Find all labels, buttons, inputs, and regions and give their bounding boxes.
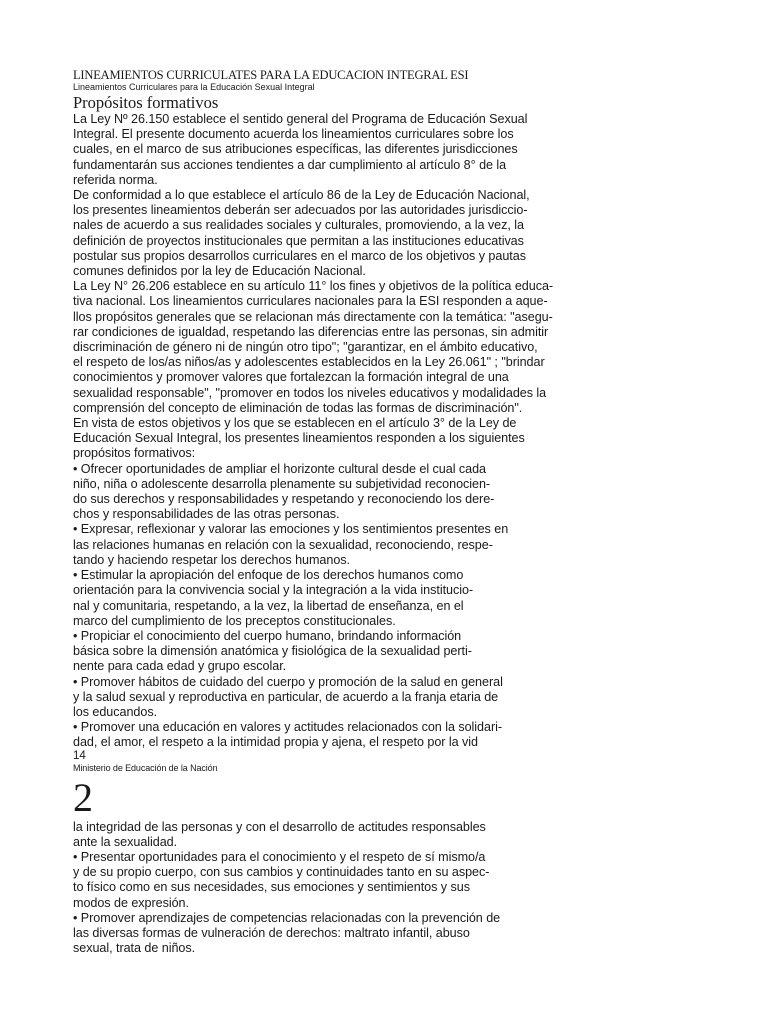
text-line: comunes definidos por la ley de Educación Nacional. bbox=[73, 264, 366, 279]
body-text-continued bbox=[73, 820, 673, 957]
text-line: sexualidad responsable", "promover en todos los niveles educativos y modalidades la bbox=[73, 385, 547, 400]
document-title: LINEAMIENTOS CURRICULATES PARA LA EDUCACION INTEGRAL ESI bbox=[73, 68, 469, 82]
text-line: los educandos. bbox=[73, 704, 158, 719]
section-heading: Propósitos formativos bbox=[73, 93, 219, 112]
text-line: • Expresar, reflexionar y valorar las emociones y los sentimientos presentes en bbox=[73, 522, 509, 537]
text-line: marco del cumplimiento de los preceptos constitucionales. bbox=[73, 613, 396, 628]
text-line: • Ofrecer oportunidades de ampliar el horizonte cultural desde el cual cada bbox=[73, 461, 486, 476]
text-line: fundamentarán sus acciones tendientes a dar cumplimiento al artículo 8° de la bbox=[73, 157, 507, 172]
text-line: la integridad de las personas y con el desarrollo de actitudes responsables bbox=[73, 819, 486, 834]
text-line: tando y haciendo respetar los derechos humanos. bbox=[73, 552, 350, 567]
page-number: 14 bbox=[73, 749, 86, 762]
text-line: rar condiciones de igualdad, respetando las diferencias entre las personas, sin admitir bbox=[73, 324, 549, 339]
text-line: orientación para la convivencia social y la integración a la vida institucio- bbox=[73, 583, 474, 598]
text-line: En vista de estos objetivos y los que se establecen en el artículo 3° de la Ley de bbox=[73, 416, 517, 431]
text-line: • Presentar oportunidades para el conocimiento y el respeto de sí mismo/a bbox=[73, 849, 486, 864]
text-line: nente para cada edad y grupo escolar. bbox=[73, 659, 287, 674]
text-line: • Propiciar el conocimiento del cuerpo humano, brindando información bbox=[73, 628, 462, 643]
text-line: dad, el amor, el respeto a la intimidad propia y ajena, el respeto por la vid bbox=[73, 735, 478, 750]
text-line: chos y responsabilidades de las otras personas. bbox=[73, 507, 340, 522]
text-line: definición de proyectos institucionales que permitan a las instituciones educativas bbox=[73, 233, 524, 248]
text-line: nal y comunitaria, respetando, a la vez, la libertad de enseñanza, en el bbox=[73, 598, 464, 613]
text-line: las relaciones humanas en relación con la sexualidad, reconociendo, respe- bbox=[73, 537, 493, 552]
text-line: nales de acuerdo a sus realidades sociales y culturales, promoviendo, a la vez, la bbox=[73, 218, 524, 233]
text-line: • Promover una educación en valores y actitudes relacionados con la solidari- bbox=[73, 720, 502, 735]
text-line: do sus derechos y responsabilidades y respetando y reconociendo los dere- bbox=[73, 492, 495, 507]
text-line: propósitos formativos: bbox=[73, 446, 196, 461]
text-line: niño, niña o adolescente desarrolla plenamente su subjetividad reconocien- bbox=[73, 476, 491, 491]
text-line: básica sobre la dimensión anatómica y fisiológica de la sexualidad perti- bbox=[73, 644, 472, 659]
text-line: Educación Sexual Integral, los presentes lineamientos responden a los siguientes bbox=[73, 431, 525, 446]
text-line: De conformidad a lo que establece el artículo 86 de la Ley de Educación Nacional, bbox=[73, 188, 530, 203]
text-line: comprensión del concepto de eliminación de todas las formas de discriminación". bbox=[73, 400, 523, 415]
body-text bbox=[73, 112, 673, 751]
text-line: • Promover hábitos de cuidado del cuerpo y promoción de la salud en general bbox=[73, 674, 503, 689]
text-line: conocimientos y promover valores que fortalezcan la formación integral de una bbox=[73, 370, 509, 385]
text-line: La Ley Nº 26.150 establece el sentido general del Programa de Educación Sexual bbox=[73, 112, 528, 126]
text-line: postular sus propios desarrollos curriculares en el marco de los objetivos y pautas bbox=[73, 248, 526, 263]
text-line: Integral. El presente documento acuerda los lineamientos curriculares sobre los bbox=[73, 127, 514, 142]
text-line: los presentes lineamientos deberán ser adecuados por las autoridades jurisdiccio- bbox=[73, 203, 528, 218]
text-line: el respeto de los/as niños/as y adolescentes establecidos en la Ley 26.061" ; "brindar bbox=[73, 355, 545, 370]
text-line: • Promover aprendizajes de competencias relacionadas con la prevención de bbox=[73, 910, 501, 925]
text-line: las diversas formas de vulneración de derechos: maltrato infantil, abuso bbox=[73, 925, 470, 940]
text-line: modos de expresión. bbox=[73, 895, 189, 910]
document-subtitle: Lineamientos Curriculares para la Educación Sexual Integral bbox=[73, 82, 315, 92]
text-line: • Estimular la apropiación del enfoque de los derechos humanos como bbox=[73, 568, 464, 583]
text-line: llos propósitos generales que se relacionan más directamente con la temática: "asegu- bbox=[73, 309, 553, 324]
next-page-number: 2 bbox=[73, 774, 93, 820]
text-line: La Ley N° 26.206 establece en su artículo 11° los fines y objetivos de la política educa- bbox=[73, 279, 554, 294]
text-line: referida norma. bbox=[73, 172, 158, 187]
text-line: tiva nacional. Los lineamientos curriculares nacionales para la ESI responden a aque- bbox=[73, 294, 548, 309]
text-line: cuales, en el marco de sus atribuciones específicas, las diferentes jurisdicciones bbox=[73, 142, 518, 157]
text-line: sexual, trata de niños. bbox=[73, 941, 196, 956]
page-footer: Ministerio de Educación de la Nación bbox=[73, 762, 218, 773]
text-line: ante la sexualidad. bbox=[73, 834, 178, 849]
text-line: y de su propio cuerpo, con sus cambios y continuidades tanto en su aspec- bbox=[73, 865, 490, 880]
text-line: y la salud sexual y reproductiva en particular, de acuerdo a la franja etaria de bbox=[73, 689, 499, 704]
text-line: discriminación de género ni de ningún otro tipo"; "garantizar, en el ámbito educativo, bbox=[73, 340, 538, 355]
text-line: to físico como en sus necesidades, sus emociones y sentimientos y sus bbox=[73, 880, 470, 895]
document-content bbox=[73, 69, 673, 956]
